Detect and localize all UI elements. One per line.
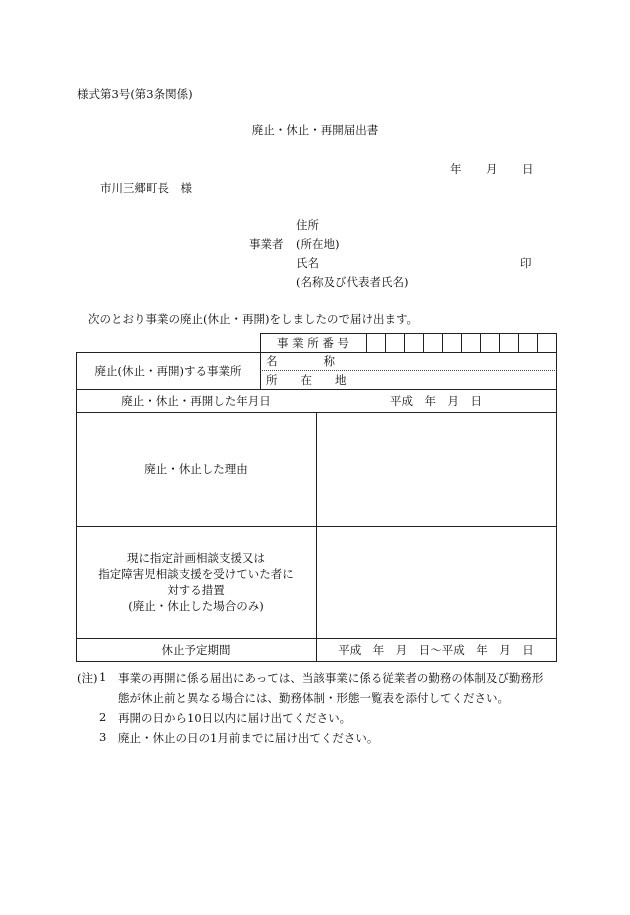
suspension-period-value[interactable]: 平成 年 月 日〜平成 年 月 日 — [338, 642, 534, 657]
note-2-number: 2 — [99, 710, 107, 724]
measures-line-3: 対する措置 — [167, 583, 225, 597]
intro-statement: 次のとおり事業の廃止(休止・再開)をしましたので届け出ます。 — [88, 312, 419, 326]
measures-field[interactable] — [317, 527, 556, 638]
office-number-label: 事 業 所 番 号 — [276, 335, 350, 350]
note-3-text: 廃止・休止の日の1月前までに届け出てください。 — [118, 731, 379, 745]
form-table — [76, 333, 557, 662]
office-name-label: 名 称 — [266, 354, 335, 368]
seal-mark: 印 — [520, 256, 532, 270]
change-date-label: 廃止・休止・再開した年月日 — [121, 393, 271, 408]
applicant-role: 事業者 — [249, 237, 284, 251]
form-title: 廃止・休止・再開届出書 — [251, 123, 379, 137]
name-label: 氏名 — [296, 256, 319, 270]
office-number-boxes[interactable] — [367, 334, 556, 352]
note-2-text: 再開の日から10日以内に届け出てください。 — [118, 711, 352, 725]
office-location-label: 所 在 地 — [266, 373, 347, 387]
suspension-period-label: 休止予定期間 — [161, 642, 231, 657]
address-paren: (所在地) — [296, 237, 340, 251]
office-label: 廃止(休止・再開)する事業所 — [94, 363, 242, 378]
name-paren: (名称及び代表者氏名) — [296, 275, 409, 289]
notes-prefix: (注) — [77, 671, 98, 685]
change-date-value[interactable]: 平成 年 月 日 — [390, 393, 482, 408]
note-1-number: 1 — [99, 670, 107, 684]
measures-line-1: 現に指定計画相談支援又は — [127, 551, 265, 565]
measures-line-2: 指定障害児相談支援を受けていた者に — [98, 567, 294, 581]
measures-label — [76, 526, 316, 638]
form-number: 様式第3号(第3条関係) — [77, 87, 193, 101]
reason-field[interactable] — [317, 413, 556, 526]
note-3-number: 3 — [99, 730, 107, 744]
address-label: 住所 — [296, 218, 319, 232]
note-1-line-2: 態が休止前と異なる場合には、勤務体制・形態一覧表を添付してください。 — [118, 691, 509, 705]
date-month-label: 月 — [486, 162, 498, 176]
date-year-label: 年 — [450, 162, 462, 176]
reason-label: 廃止・休止した理由 — [144, 462, 248, 476]
measures-line-4: (廃止・休止した場合のみ) — [128, 599, 264, 613]
addressee: 市川三郷町長 様 — [100, 181, 192, 195]
note-1-line-1: 事業の再開に係る届出にあっては、当該事業に係る従業者の勤務の体制及び勤務形 — [118, 671, 544, 685]
date-day-label: 日 — [522, 162, 534, 176]
